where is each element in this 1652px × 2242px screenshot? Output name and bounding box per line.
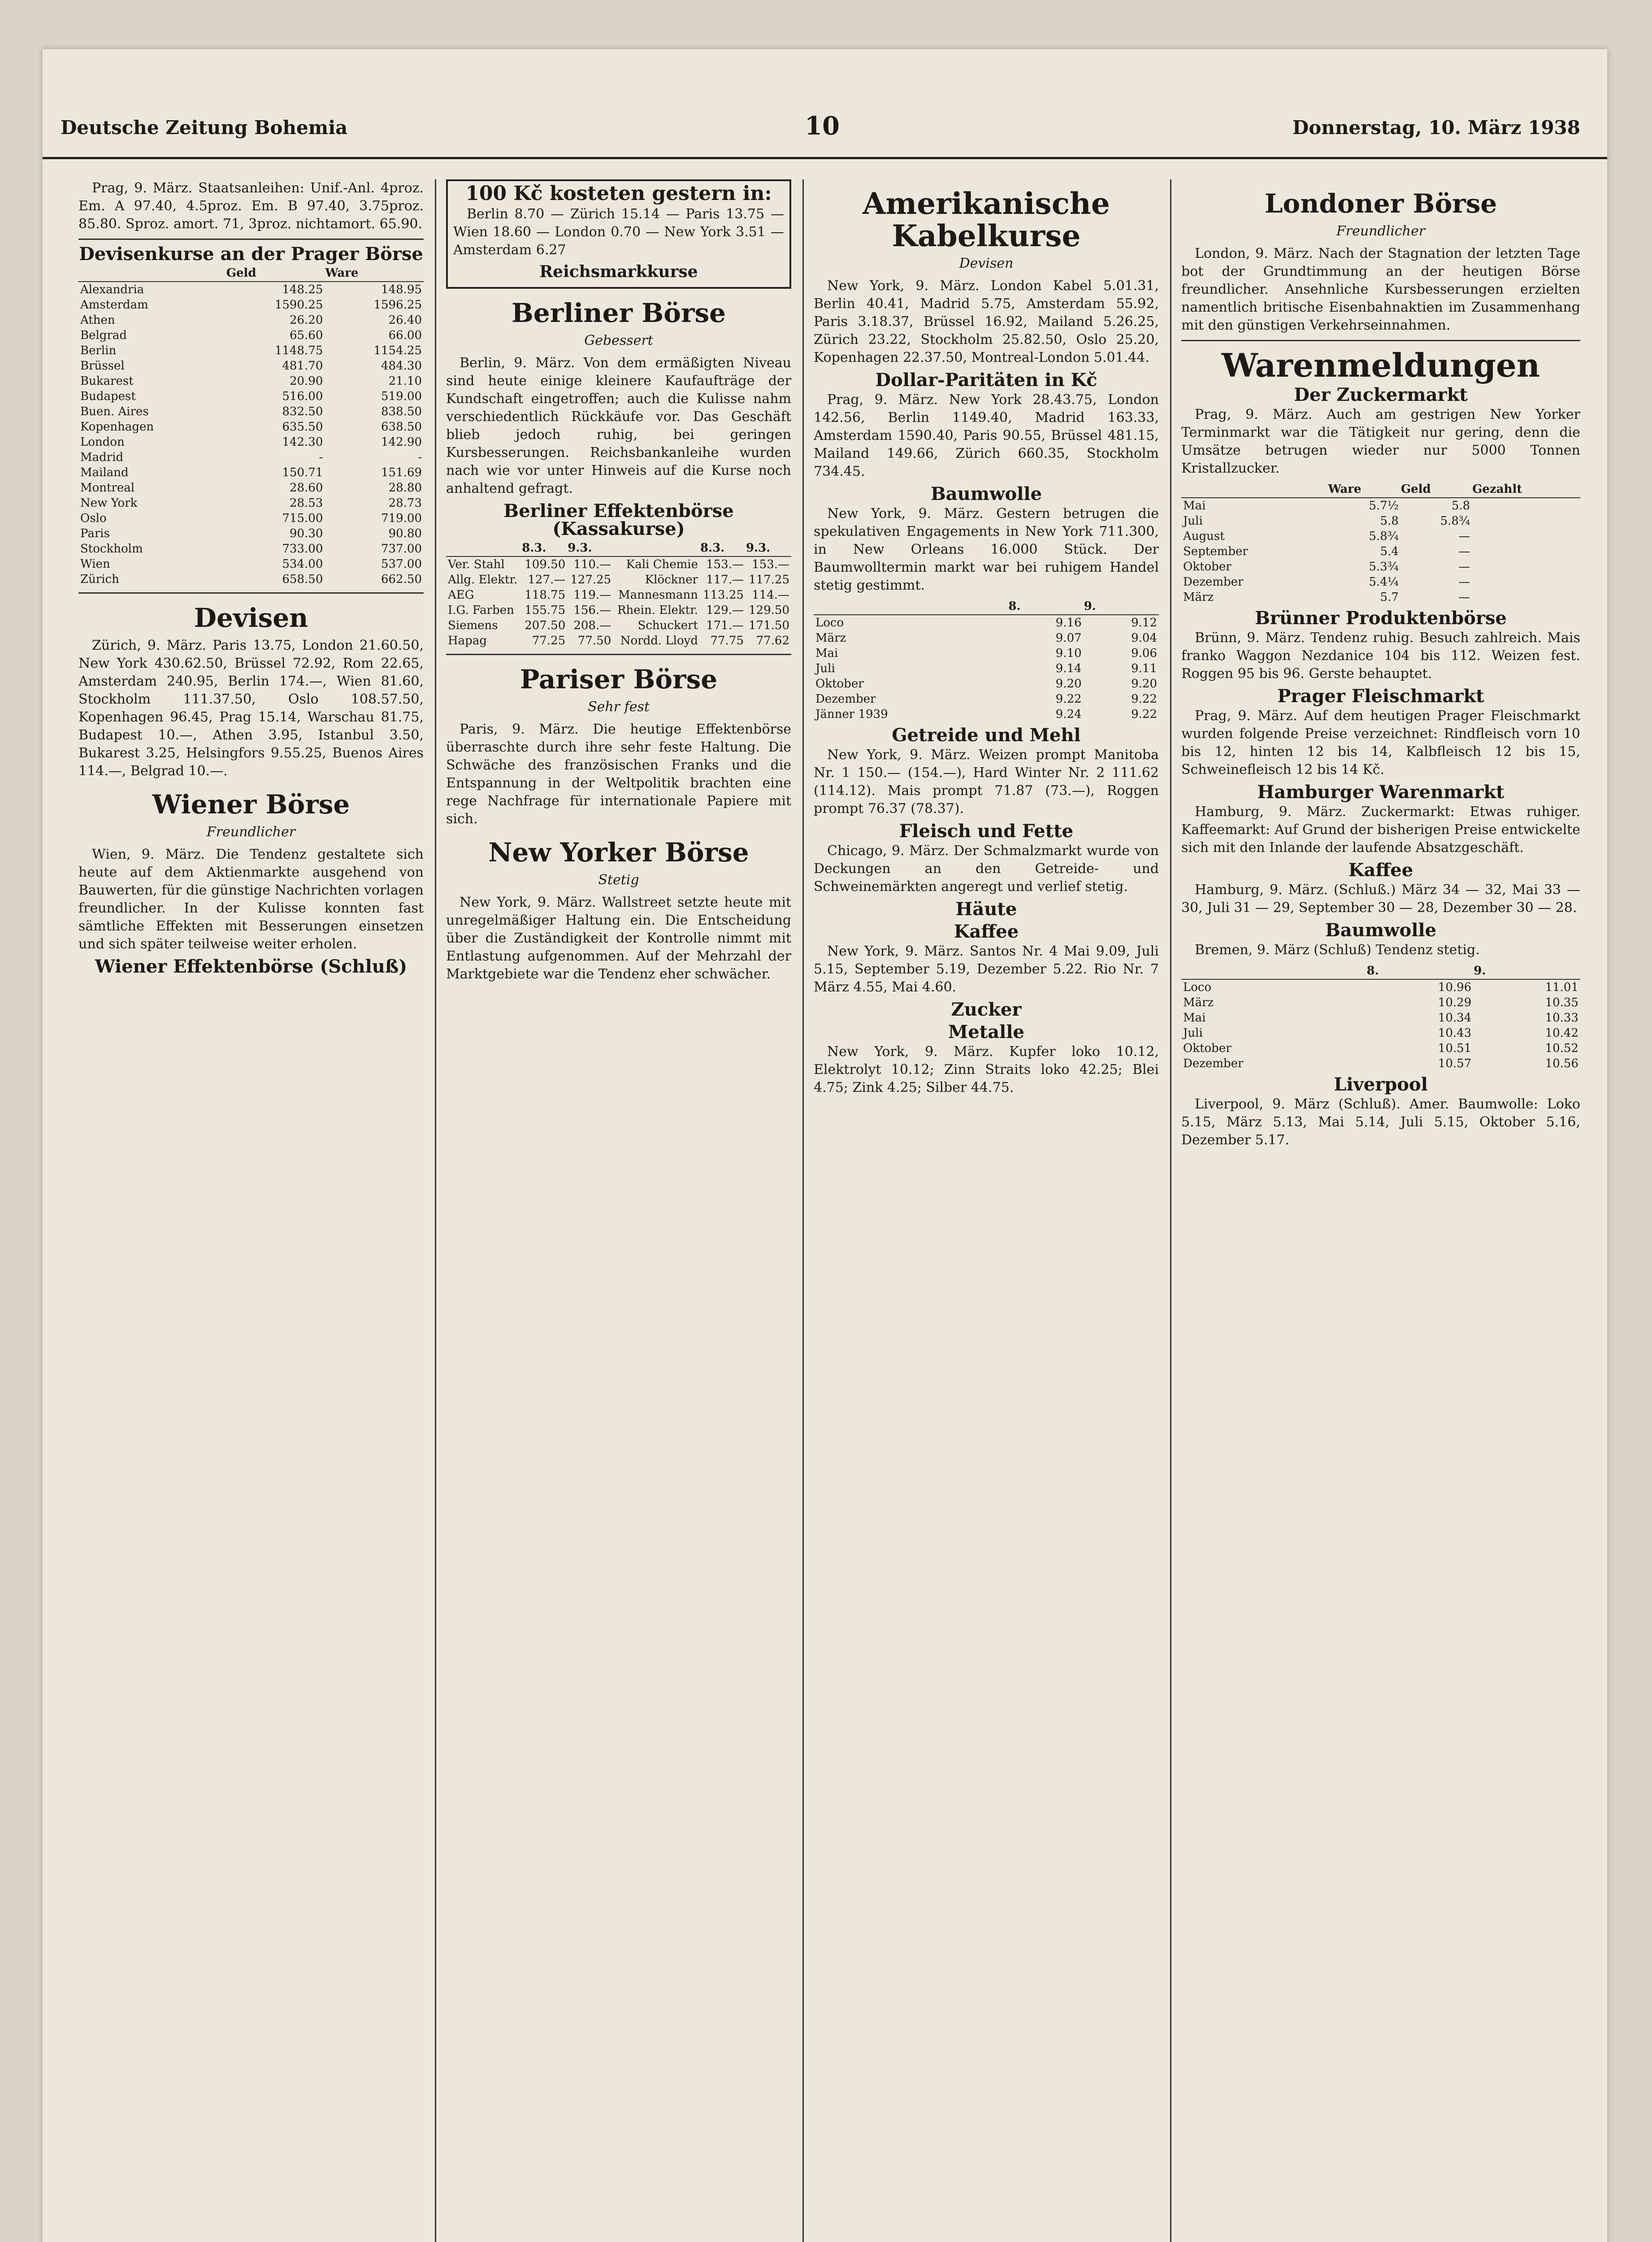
table-cell: - bbox=[319, 451, 323, 464]
table-header-cell: Geld bbox=[226, 265, 325, 282]
table-cell: 77.25 bbox=[532, 634, 566, 647]
issue-date: Donnerstag, 10. März 1938 bbox=[1292, 117, 1580, 139]
table-cell: 171.50 bbox=[749, 619, 789, 632]
table-cell: Kali Chemie bbox=[626, 558, 698, 571]
table-header-cell: 9.3. bbox=[567, 540, 613, 556]
table-cell: 5.8¾ bbox=[1440, 514, 1470, 528]
table-row bbox=[814, 676, 1159, 691]
divider bbox=[446, 654, 791, 655]
table-cell: Juli bbox=[815, 662, 835, 675]
table-row bbox=[78, 526, 424, 541]
table-row bbox=[78, 465, 424, 480]
newyork-boerse-text: New York, 9. März. Wallstreet setzte heute mit unregelmäßiger Haltung ein. Die Entscheidung über die Zuständigkeit der Kontrolle nimmt mit Entlastung aufgenommen. Auf der Mehrzahl der Marktgebiete war die Tendenz eher schwächer. bbox=[446, 895, 791, 982]
table-header-cell: Gezahlt bbox=[1472, 481, 1580, 498]
column-rule bbox=[802, 179, 804, 2242]
table-cell: Ver. Stahl bbox=[448, 558, 505, 571]
londoner-boerse-heading: Londoner Börse bbox=[1264, 188, 1497, 219]
table-cell: 28.80 bbox=[388, 481, 422, 495]
table-cell: Mai bbox=[815, 647, 838, 660]
kaffee-heading: Kaffee bbox=[954, 921, 1019, 942]
table-row bbox=[78, 374, 424, 389]
table-cell: 715.00 bbox=[282, 512, 323, 525]
table-cell: 5.8 bbox=[1380, 514, 1399, 528]
table-cell: AEG bbox=[448, 588, 474, 602]
table-row bbox=[1181, 1041, 1580, 1056]
table-cell: 10.34 bbox=[1438, 1011, 1472, 1025]
table-cell: 1148.75 bbox=[274, 344, 323, 357]
londoner-boerse-subheading: Freundlicher bbox=[1336, 223, 1426, 239]
table-row bbox=[1181, 498, 1580, 513]
column-rule bbox=[435, 179, 436, 2242]
table-cell: 28.53 bbox=[289, 496, 323, 510]
kabel-devisen-subheading: Devisen bbox=[959, 256, 1014, 271]
table-cell: 10.42 bbox=[1545, 1026, 1578, 1040]
table-cell: 9.04 bbox=[1131, 631, 1157, 645]
wiener-boerse-text: Wien, 9. März. Die Tendenz gestaltete sich heute auf dem Aktienmarkte ausgehend von Bauwerten, für die günstige Nachrichten vorlagen freundlicher. In der Kulisse konnten fast sämtliche Effekten mit Besserungen einsetzen und sich später teilweise weiter erholen. bbox=[78, 847, 424, 952]
table-row bbox=[78, 328, 424, 343]
devisen-heading: Devisen bbox=[194, 603, 308, 633]
table-cell: 10.52 bbox=[1545, 1042, 1578, 1055]
table-cell: Buen. Aires bbox=[80, 405, 149, 418]
table-cell: 28.60 bbox=[289, 481, 323, 495]
table-cell: 117.— bbox=[706, 573, 744, 587]
table-header-cell bbox=[78, 265, 226, 282]
bremen-table bbox=[1181, 963, 1580, 1071]
table-cell: 5.4 bbox=[1380, 545, 1399, 558]
table-cell: London bbox=[80, 435, 125, 449]
table-row bbox=[1181, 1010, 1580, 1025]
table-cell: 737.00 bbox=[381, 542, 422, 556]
table-row bbox=[446, 633, 791, 648]
table-cell: 519.00 bbox=[381, 390, 422, 403]
table-cell: 9.06 bbox=[1131, 647, 1157, 660]
fleischmarkt-heading: Prager Fleischmarkt bbox=[1277, 686, 1484, 707]
column-rule bbox=[1170, 179, 1171, 2242]
newyork-boerse-heading: New Yorker Börse bbox=[488, 837, 749, 868]
table-cell: 5.8¾ bbox=[1369, 530, 1399, 543]
table-cell: 119.— bbox=[573, 588, 611, 602]
table-row bbox=[1181, 1025, 1580, 1041]
table-cell: September bbox=[1183, 545, 1248, 558]
dollar-paritaeten-text: Prag, 9. März. New York 28.43.75, London 142.56, Berlin 1149.40, Madrid 163.33, Amsterdam 1590.40, Paris 90.55, Brüssel 481.15, Mailand 149.66, Zürich 660.35, Stockholm 734.45. bbox=[814, 392, 1159, 479]
baumwolle-heading: Baumwolle bbox=[1325, 920, 1437, 941]
table-row bbox=[814, 661, 1159, 676]
table-row bbox=[1181, 590, 1580, 605]
table-header-cell: 8.3. bbox=[521, 540, 567, 556]
zucker-table bbox=[1181, 481, 1580, 605]
kaffee-text: Hamburg, 9. März. (Schluß.) März 34 — 32, Mai 33 — 30, Juli 31 — 29, September 30 — 28, Dezember 30 — 28. bbox=[1181, 882, 1580, 916]
table-row bbox=[1181, 995, 1580, 1010]
table-cell: 90.30 bbox=[289, 527, 323, 540]
londoner-boerse-text: London, 9. März. Nach der Stagnation der letzten Tage bot der Grundtimmung an der heutigen Börse freundlicher. Ansehnliche Kursbesserungen erzielten namentlich britische Eisenbahnaktien im Zusammenhang mit den günstigen Verkehrseinnahmen. bbox=[1181, 246, 1580, 333]
table-cell: 150.71 bbox=[282, 466, 323, 479]
table-row bbox=[78, 343, 424, 358]
table-row bbox=[78, 541, 424, 556]
table-header-cell: 8. bbox=[1008, 598, 1083, 615]
table-cell: 9.22 bbox=[1131, 692, 1157, 706]
table-cell: 9.10 bbox=[1055, 647, 1082, 660]
getreide-heading: Getreide und Mehl bbox=[892, 725, 1081, 746]
table-header-cell: Ware bbox=[1327, 481, 1400, 498]
table-row bbox=[78, 313, 424, 328]
liverpool-text: Liverpool, 9. März (Schluß). Amer. Baumwolle: Loko 5.15, März 5.13, Mai 5.14, Juli 5.15, Oktober 5.16, Dezember 5.17. bbox=[1181, 1096, 1580, 1148]
table-cell: 9.07 bbox=[1055, 631, 1082, 645]
table-row bbox=[78, 358, 424, 374]
table-cell: Budapest bbox=[80, 390, 136, 403]
table-cell: 151.69 bbox=[381, 466, 422, 479]
table-row bbox=[1181, 1056, 1580, 1071]
table-cell: Nordd. Lloyd bbox=[620, 634, 698, 647]
table-row bbox=[814, 615, 1159, 630]
zuckermarkt-heading: Der Zuckermarkt bbox=[1294, 384, 1468, 405]
table-row bbox=[814, 707, 1159, 722]
table-cell: 9.22 bbox=[1131, 708, 1157, 721]
table-row bbox=[78, 282, 424, 297]
pariser-boerse-text: Paris, 9. März. Die heutige Effektenbörse überraschte durch ihre sehr feste Haltung. Die Schwäche des französischen Franks und die Entspannung in der Weltpolitik brachten eine rege Nachfrage für internationale Papiere mit sich. bbox=[446, 721, 791, 827]
table-cell: 153.— bbox=[706, 558, 744, 571]
table-cell: 114.— bbox=[752, 588, 789, 602]
table-cell: 9.16 bbox=[1055, 616, 1082, 630]
table-cell: 20.90 bbox=[289, 374, 323, 388]
baumwolle-text: New York, 9. März. Gestern betrugen die spekulativen Engagements in New York 711.300, in New Orleans 16.000 Stück. Der Baumwolltermin markt war bei ruhigem Handel stetig gestimmt. bbox=[814, 506, 1159, 593]
table-header-cell: 8. bbox=[1366, 963, 1474, 979]
table-cell: 10.33 bbox=[1545, 1011, 1578, 1025]
table-row bbox=[446, 572, 791, 587]
table-cell: Juli bbox=[1183, 1026, 1203, 1040]
table-cell: 9.20 bbox=[1131, 677, 1157, 691]
table-cell: 635.50 bbox=[282, 420, 323, 434]
table-cell: 129.— bbox=[706, 604, 744, 617]
table-cell: Belgrad bbox=[80, 329, 127, 342]
table-cell: Alexandria bbox=[80, 283, 144, 296]
table-cell: 110.— bbox=[573, 558, 611, 571]
newspaper-page bbox=[43, 49, 1607, 2242]
newspaper-name: Deutsche Zeitung Bohemia bbox=[61, 117, 348, 139]
berliner-boerse-heading: Berliner Börse bbox=[511, 298, 726, 328]
table-cell: 5.8 bbox=[1451, 499, 1470, 513]
table-cell: Schuckert bbox=[637, 619, 698, 632]
page-header bbox=[43, 99, 1607, 159]
table-cell: 171.— bbox=[706, 619, 744, 632]
kaffee-text: New York, 9. März. Santos Nr. 4 Mai 9.09, Juli 5.15, September 5.19, Dezember 5.22. Rio Nr. 7 März 4.55, Mai 4.60. bbox=[814, 943, 1159, 995]
page-number: 10 bbox=[805, 111, 840, 141]
table-cell: Bukarest bbox=[80, 374, 134, 388]
reichsmark-heading: Reichsmarkkurse bbox=[539, 262, 698, 281]
table-cell: 481.70 bbox=[282, 359, 323, 373]
table-cell: 117.25 bbox=[749, 573, 789, 587]
table-cell: 9.20 bbox=[1055, 677, 1082, 691]
table-cell: Paris bbox=[80, 527, 110, 540]
table-cell: 516.00 bbox=[282, 390, 323, 403]
table-cell: 9.14 bbox=[1055, 662, 1082, 675]
table-cell: Siemens bbox=[448, 619, 498, 632]
table-header-cell bbox=[1181, 963, 1366, 979]
table-cell: — bbox=[1458, 530, 1470, 543]
table-cell: 10.57 bbox=[1438, 1057, 1472, 1070]
liverpool-heading: Liverpool bbox=[1334, 1074, 1428, 1095]
table-cell: 142.30 bbox=[282, 435, 323, 449]
table-cell: Klöckner bbox=[645, 573, 698, 587]
table-cell: 10.51 bbox=[1438, 1042, 1472, 1055]
warenmeldungen-heading: Warenmeldungen bbox=[1221, 346, 1540, 384]
table-row bbox=[78, 434, 424, 450]
table-cell: - bbox=[418, 451, 422, 464]
produktenboerse-text: Brünn, 9. März. Tendenz ruhig. Besuch zahlreich. Mais franko Waggon Nezdanice 104 bis 112. Weizen fest. Roggen 95 bis 96. Gerste behauptet. bbox=[1181, 630, 1580, 682]
table-row bbox=[1181, 559, 1580, 574]
table-cell: Mai bbox=[1183, 499, 1206, 513]
staatsanleihen-text: Prag, 9. März. Staatsanleihen: Unif.-Anl. 4proz. Em. A 97.40, 4.5proz. Em. B 97.40, 3.75proz. 85.80. Sproz. amort. 71, 3proz. nichtamort. 65.90. bbox=[78, 180, 424, 232]
table-cell: Allg. Elektr. bbox=[448, 573, 518, 587]
table-cell: Oktober bbox=[815, 677, 864, 691]
column-1 bbox=[78, 179, 424, 2242]
table-cell: — bbox=[1458, 591, 1470, 604]
zucker-heading: Zucker bbox=[951, 999, 1022, 1020]
table-cell: 5.3¾ bbox=[1369, 560, 1399, 574]
exchange-box bbox=[446, 179, 791, 289]
table-cell: 11.01 bbox=[1545, 981, 1578, 994]
table-cell: Brüssel bbox=[80, 359, 125, 373]
table-cell: 66.00 bbox=[388, 329, 422, 342]
table-cell: 10.29 bbox=[1438, 996, 1472, 1009]
column-2 bbox=[446, 179, 791, 2242]
table-cell: 832.50 bbox=[282, 405, 323, 418]
produktenboerse-heading: Brünner Produktenbörse bbox=[1255, 608, 1507, 629]
table-cell: 148.25 bbox=[282, 283, 323, 296]
table-cell: 1154.25 bbox=[373, 344, 422, 357]
table-cell: 142.90 bbox=[381, 435, 422, 449]
table-cell: 10.43 bbox=[1438, 1026, 1472, 1040]
table-cell: Loco bbox=[1183, 981, 1212, 994]
table-cell: Athen bbox=[80, 313, 115, 327]
table-row bbox=[78, 450, 424, 465]
pariser-boerse-subheading: Sehr fest bbox=[588, 699, 650, 715]
table-cell: 77.75 bbox=[710, 634, 744, 647]
exchange-box-text: Berlin 8.70 — Zürich 15.14 — Paris 13.75 — Wien 18.60 — London 0.70 — New York 3.51 — Amsterdam 6.27 bbox=[453, 206, 784, 258]
table-row bbox=[446, 587, 791, 603]
table-cell: März bbox=[815, 631, 846, 645]
table-header-cell: 9. bbox=[1084, 598, 1159, 615]
table-row bbox=[814, 646, 1159, 661]
table-cell: 1596.25 bbox=[373, 298, 422, 312]
table-row bbox=[1181, 529, 1580, 544]
effektenboerse-heading: Berliner Effektenbörse (Kassakurse) bbox=[503, 500, 734, 539]
table-cell: Jänner 1939 bbox=[815, 708, 888, 721]
table-cell: 113.25 bbox=[702, 588, 744, 602]
table-cell: — bbox=[1458, 575, 1470, 589]
table-cell: Oktober bbox=[1183, 1042, 1231, 1055]
table-cell: 484.30 bbox=[381, 359, 422, 373]
table-cell: 155.75 bbox=[525, 604, 566, 617]
table-cell: 26.40 bbox=[388, 313, 422, 327]
table-cell: Amsterdam bbox=[80, 298, 148, 312]
table-row bbox=[78, 495, 424, 511]
table-cell: 537.00 bbox=[381, 557, 422, 571]
table-cell: 662.50 bbox=[381, 573, 422, 586]
table-cell: Rhein. Elektr. bbox=[617, 604, 698, 617]
table-header-cell: 9.3. bbox=[746, 540, 791, 556]
table-row bbox=[446, 603, 791, 618]
table-cell: 534.00 bbox=[282, 557, 323, 571]
table-cell: Mannesmann bbox=[618, 588, 698, 602]
table-cell: I.G. Farben bbox=[448, 604, 514, 617]
table-cell: 719.00 bbox=[381, 512, 422, 525]
table-cell: 1590.25 bbox=[274, 298, 323, 312]
table-cell: Madrid bbox=[80, 451, 124, 464]
table-cell: 10.56 bbox=[1545, 1057, 1578, 1070]
table-header-cell: Geld bbox=[1401, 481, 1472, 498]
table-row bbox=[446, 556, 791, 572]
table-cell: 208.— bbox=[573, 619, 611, 632]
table-cell: Berlin bbox=[80, 344, 117, 357]
table-cell: 156.— bbox=[573, 604, 611, 617]
divider bbox=[1181, 340, 1580, 341]
table-header-cell bbox=[446, 540, 521, 556]
table-cell: 118.75 bbox=[525, 588, 566, 602]
table-cell: 9.11 bbox=[1131, 662, 1157, 675]
wiener-boerse-subheading: Freundlicher bbox=[206, 824, 296, 840]
table-cell: 28.73 bbox=[388, 496, 422, 510]
devisen-text: Zürich, 9. März. Paris 13.75, London 21.60.50, New York 430.62.50, Brüssel 72.92, Rom 22.65, Amsterdam 240.95, Berlin 174.—, Wien 81.60, Stockholm 111.37.50, Oslo 108.57.50, Kopenhagen 96.45, Prag 15.14, Warschau 81.75, Budapest 10.—, Athen 3.95, Istanbul 3.50, Bukarest 3.25, Helsingfors 9.55.25, Buenos Aires 114.—, Belgrad 10.—. bbox=[78, 638, 424, 779]
table-cell: Wien bbox=[80, 557, 110, 571]
table-cell: 5.7½ bbox=[1369, 499, 1399, 513]
table-row bbox=[78, 480, 424, 495]
table-cell: 5.4¼ bbox=[1369, 575, 1399, 589]
table-cell: 838.50 bbox=[381, 405, 422, 418]
table-row bbox=[1181, 544, 1580, 559]
table-cell: 127.25 bbox=[570, 573, 611, 587]
warenmarkt-text: Hamburg, 9. März. Zuckermarkt: Etwas ruhiger. Kaffeemarkt: Auf Grund der bisherigen Preise entwickelte sich mit den Inlande der laufende Absatzgeschäft. bbox=[1181, 804, 1580, 856]
pariser-boerse-heading: Pariser Börse bbox=[520, 664, 718, 695]
wiener-effektenboerse-heading: Wiener Effektenbörse (Schluß) bbox=[95, 956, 408, 977]
table-cell: Oslo bbox=[80, 512, 107, 525]
table-cell: Kopenhagen bbox=[80, 420, 154, 434]
table-cell: 153.— bbox=[752, 558, 789, 571]
table-cell: August bbox=[1183, 530, 1225, 543]
table-cell: 127.— bbox=[528, 573, 566, 587]
table-cell: New York bbox=[80, 496, 138, 510]
table-cell: März bbox=[1183, 591, 1214, 604]
table-row bbox=[78, 404, 424, 419]
column-3 bbox=[814, 179, 1159, 2242]
table-cell: Loco bbox=[815, 616, 844, 630]
table-cell: 90.80 bbox=[388, 527, 422, 540]
table-row bbox=[446, 618, 791, 633]
table-cell: — bbox=[1458, 560, 1470, 574]
table-header-cell bbox=[814, 598, 1008, 615]
table-cell: Dezember bbox=[1183, 1057, 1244, 1070]
berliner-boerse-text: Berlin, 9. März. Von dem ermäßigten Niveau sind heute einige kleinere Kaufaufträge der Kundschaft eingetroffen; auch die Kulisse nahm verschiedentlich Rückkäufe vor. Das Geschäft blieb jedoch ruhig, bei geringen Kursbesserungen. Reichsbankanleihe wurden nach wie vor unter Hinweis auf die Kurse noch anhaltend gefragt. bbox=[446, 355, 791, 496]
table-cell: 65.60 bbox=[289, 329, 323, 342]
metalle-heading: Metalle bbox=[948, 1021, 1024, 1043]
table-cell: 10.96 bbox=[1438, 981, 1472, 994]
fleisch-fette-heading: Fleisch und Fette bbox=[899, 821, 1074, 842]
baumwolle-table bbox=[814, 598, 1159, 722]
wiener-boerse-heading: Wiener Börse bbox=[152, 789, 350, 820]
kabel-devisen-text: New York, 9. März. London Kabel 5.01.31, Berlin 40.41, Madrid 5.75, Amsterdam 55.92, Paris 3.18.37, Brüssel 16.92, Mailand 5.26.25, Zürich 23.22, Stockholm 25.82.50, Oslo 25.20, Kopenhagen 22.37.50, Montreal-London 5.01.44. bbox=[814, 278, 1159, 365]
table-cell: Dezember bbox=[815, 692, 876, 706]
table-cell: 733.00 bbox=[282, 542, 323, 556]
table-cell: Dezember bbox=[1183, 575, 1244, 589]
fleisch-fette-text: Chicago, 9. März. Der Schmalzmarkt wurde von Deckungen an den Getreide- und Schweinemärkten angeregt und verlief stetig. bbox=[814, 843, 1159, 895]
table-header-cell: 9. bbox=[1473, 963, 1580, 979]
table-cell: 148.95 bbox=[381, 283, 422, 296]
table-cell: Hapag bbox=[448, 634, 487, 647]
table-cell: 5.7 bbox=[1380, 591, 1399, 604]
exchange-box-title: 100 Kč kosteten gestern in: bbox=[465, 182, 772, 205]
baumwolle-heading: Baumwolle bbox=[930, 483, 1042, 504]
table-cell: März bbox=[1183, 996, 1214, 1009]
table-cell: 9.24 bbox=[1055, 708, 1082, 721]
haeute-heading: Häute bbox=[955, 899, 1017, 920]
table-row bbox=[1181, 979, 1580, 995]
table-row bbox=[1181, 513, 1580, 529]
table-row bbox=[78, 297, 424, 313]
table-cell: Oktober bbox=[1183, 560, 1231, 574]
table-cell: — bbox=[1458, 545, 1470, 558]
table-cell: Mai bbox=[1183, 1011, 1206, 1025]
table-header-cell bbox=[613, 540, 700, 556]
divider bbox=[78, 592, 424, 594]
table-cell: 658.50 bbox=[282, 573, 323, 586]
table-cell: Stockholm bbox=[80, 542, 143, 556]
table-cell: Montreal bbox=[80, 481, 135, 495]
kabelkurse-heading: Amerikanische Kabelkurse bbox=[863, 186, 1110, 253]
table-row bbox=[78, 419, 424, 434]
table-row bbox=[78, 556, 424, 572]
table-cell: Mailand bbox=[80, 466, 129, 479]
table-cell: 638.50 bbox=[381, 420, 422, 434]
table-row bbox=[78, 572, 424, 587]
table-cell: 9.12 bbox=[1131, 616, 1157, 630]
table-cell: 77.50 bbox=[577, 634, 611, 647]
bremen-text: Bremen, 9. März (Schluß) Tendenz stetig. bbox=[1195, 942, 1480, 958]
table-row bbox=[78, 389, 424, 404]
table-cell: 26.20 bbox=[289, 313, 323, 327]
table-cell: 109.50 bbox=[525, 558, 566, 571]
effekten-table bbox=[446, 540, 791, 648]
newyork-boerse-subheading: Stetig bbox=[598, 872, 639, 888]
warenmarkt-heading: Hamburger Warenmarkt bbox=[1257, 782, 1505, 803]
table-row bbox=[814, 691, 1159, 707]
zuckermarkt-text: Prag, 9. März. Auch am gestrigen New Yorker Terminmarkt war die Tätigkeit nur gering, denn die Umsätze betrugen wieder nur 5000 Tonnen Kristallzucker. bbox=[1181, 407, 1580, 476]
table-row bbox=[814, 630, 1159, 646]
fleischmarkt-text: Prag, 9. März. Auf dem heutigen Prager Fleischmarkt wurden folgende Preise verzeichnet: Rindfleisch vorn 10 bis 12, hinten 12 bis 14, Kalbfleisch 12 bis 15, Schweinefleisch 12 bis 14 Kč. bbox=[1181, 708, 1580, 778]
divider bbox=[78, 239, 424, 240]
table-cell: 77.62 bbox=[756, 634, 789, 647]
table-cell: Juli bbox=[1183, 514, 1203, 528]
table-cell: 10.35 bbox=[1545, 996, 1578, 1009]
table-row bbox=[78, 511, 424, 526]
table-cell: 129.50 bbox=[749, 604, 789, 617]
column-4 bbox=[1181, 179, 1580, 2242]
table-cell: 9.22 bbox=[1055, 692, 1082, 706]
devisenkurse-heading: Devisenkurse an der Prager Börse bbox=[79, 243, 423, 265]
dollar-paritaeten-heading: Dollar-Paritäten in Kč bbox=[875, 369, 1097, 391]
table-row bbox=[1181, 574, 1580, 590]
table-cell: Zürich bbox=[80, 573, 119, 586]
devisen-table bbox=[78, 265, 424, 587]
table-cell: 207.50 bbox=[525, 619, 566, 632]
table-header-cell: Ware bbox=[325, 265, 424, 282]
table-header-cell: 8.3. bbox=[700, 540, 746, 556]
getreide-text: New York, 9. März. Weizen prompt Manitoba Nr. 1 150.— (154.—), Hard Winter Nr. 2 111.62 (114.12). Mais prompt 71.87 (73.—), Roggen prompt 76.37 (78.37). bbox=[814, 747, 1159, 817]
kaffee-heading: Kaffee bbox=[1348, 860, 1414, 881]
table-cell: 21.10 bbox=[388, 374, 422, 388]
table-header-cell bbox=[1181, 481, 1327, 498]
berliner-boerse-subheading: Gebessert bbox=[584, 333, 653, 348]
metalle-text: New York, 9. März. Kupfer loko 10.12, Elektrolyt 10.12; Zinn Straits loko 42.25; Blei 4.75; Zink 4.25; Silber 44.75. bbox=[814, 1044, 1159, 1095]
